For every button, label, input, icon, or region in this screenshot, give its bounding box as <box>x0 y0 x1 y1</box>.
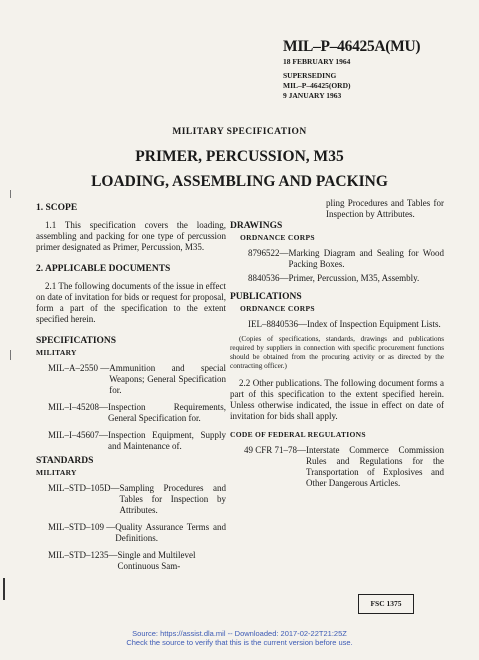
publication-number: IEL–8840536— <box>248 319 307 329</box>
cfr-title: Interstate Commerce Commission Rules and Regulations for the Transportation of Explosives and Other Dangerous Articles. <box>306 445 444 488</box>
applicable-heading: 2. APPLICABLE DOCUMENTS <box>36 264 171 274</box>
left-column <box>36 198 226 572</box>
drawing-number: 8796522— <box>248 248 289 258</box>
publications-subheading: ORDNANCE CORPS <box>240 304 315 313</box>
split-word: Sam- <box>161 561 181 571</box>
publication-entry <box>248 319 444 330</box>
standard-entry <box>48 522 226 544</box>
standards-subheading: MILITARY <box>36 468 77 477</box>
applicable-text: 2.1 The following documents of the issue in effect on date of invitation for bids or request for proposal, form a part of the specification to the extent specified herein. <box>36 281 226 324</box>
page-title-line2: LOADING, ASSEMBLING AND PACKING <box>91 173 388 190</box>
cfr-number: 49 CFR 71–78— <box>244 445 307 455</box>
footer-verify-line: Check the source to verify that this is the current version before use. <box>126 638 353 647</box>
drawing-title: Primer, Percussion, M35, Assembly. <box>288 273 420 283</box>
drawing-entry <box>248 273 444 284</box>
standard-doc-title-split: Single and Multilevel Continuous Sam- <box>117 550 196 571</box>
cfr-entry <box>244 445 444 489</box>
drawings-heading: DRAWINGS <box>230 221 283 231</box>
spec-doc-number: MIL–I–45607— <box>48 430 108 440</box>
spec-doc-title: Inspection Requirements, General Specification for. <box>108 402 226 423</box>
scope-heading: 1. SCOPE <box>36 203 78 213</box>
standard-doc-number: MIL–STD–109 — <box>48 522 116 532</box>
superseded-document: MIL–P–46425(ORD) <box>283 81 351 90</box>
specifications-heading: SPECIFICATIONS <box>36 336 117 346</box>
spec-entry <box>48 402 226 424</box>
fsc-box: FSC 1375 <box>358 594 414 614</box>
scope-text: 1.1 This specification covers the loading, assembling and packing for one type of percussion primer designated as Primer, Percussion, M35. <box>36 220 226 252</box>
scan-mark <box>10 190 11 198</box>
standard-entry <box>48 483 226 516</box>
scan-mark <box>10 350 11 360</box>
standard-doc-number: MIL–STD–105D— <box>48 483 120 493</box>
spec-type: MILITARY SPECIFICATION <box>172 127 307 137</box>
standard-doc-number: MIL–STD–1235— <box>48 550 118 560</box>
other-publications-text: 2.2 Other publications. The following document forms a part of this specification to the extent specified herein. Unless otherwise indicated, the issue in effect on date of invitation for bids shall apply. <box>230 378 444 421</box>
spec-doc-title: Ammunition and special Weapons; General Specification for. <box>109 363 226 395</box>
spec-entry <box>48 363 226 396</box>
cfr-heading: CODE OF FEDERAL REGULATIONS <box>230 430 366 439</box>
document-id: MIL–P–46425A(MU) <box>283 38 421 55</box>
standard-doc-title: Quality Assurance Terms and Definitions. <box>115 522 226 543</box>
page-title-line1: PRIMER, PERCUSSION, M35 <box>135 148 344 165</box>
procurement-note: (Copies of specifications, standards, drawings and publications required by suppliers in connection with specific procurement functions should be obtained from the procuring activity or as directed by the contracting officer.) <box>230 335 444 370</box>
standard-entry <box>48 550 226 572</box>
drawing-number: 8840536— <box>248 273 289 283</box>
scan-mark <box>3 578 5 600</box>
drawings-subheading: ORDNANCE CORPS <box>240 233 315 242</box>
publication-title: Index of Inspection Equipment Lists. <box>307 319 441 329</box>
superseding-label: SUPERSEDING <box>283 71 337 80</box>
standard-continuation: pling Procedures and Tables for Inspection by Attributes. <box>326 198 444 219</box>
drawing-title: Marking Diagram and Sealing for Wood Packing Boxes. <box>288 248 444 269</box>
footer-source-line: Source: https://assist.dla.mil -- Downloaded: 2017-02-22T21:25Z <box>132 629 347 638</box>
document-date: 18 FEBRUARY 1964 <box>283 57 351 66</box>
spec-doc-title: Inspection Equipment, Supply and Maintenance of. <box>108 430 226 451</box>
superseded-date: 9 JANUARY 1963 <box>283 91 342 100</box>
download-footer <box>0 629 479 647</box>
right-column <box>230 198 444 489</box>
spec-doc-number: MIL–A–2550 — <box>48 363 110 373</box>
spec-entry <box>48 430 226 452</box>
standards-heading: STANDARDS <box>36 456 94 466</box>
standard-doc-title: Sampling Procedures and Tables for Inspection by Attributes. <box>119 483 226 515</box>
spec-doc-number: MIL–I–45208— <box>48 402 108 412</box>
drawing-entry <box>248 248 444 270</box>
specifications-subheading: MILITARY <box>36 348 77 357</box>
publications-heading: PUBLICATIONS <box>230 292 302 302</box>
